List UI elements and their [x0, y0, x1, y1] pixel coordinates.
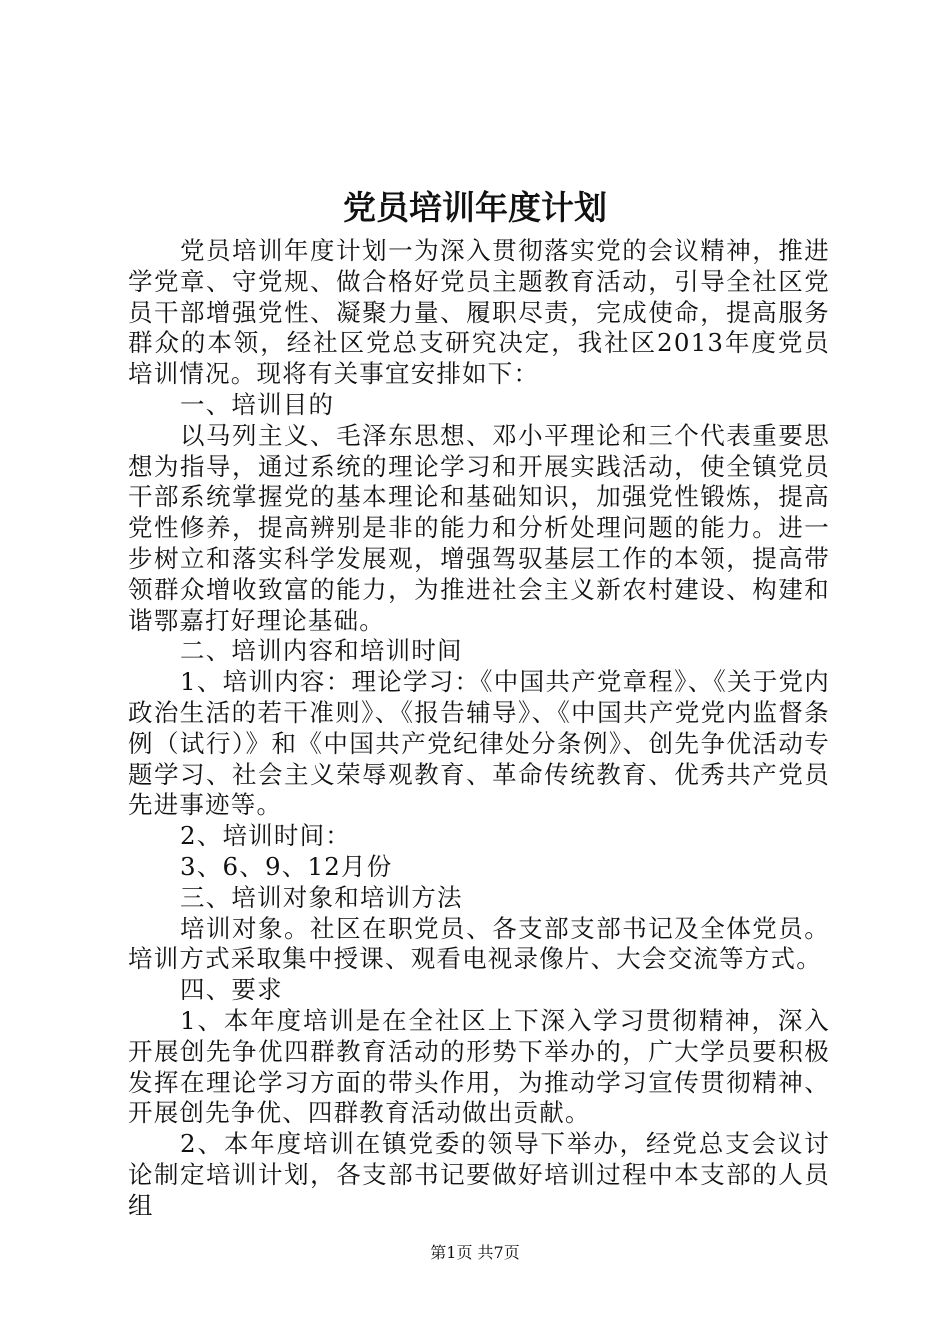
paragraph-requirement-2: 2、本年度培训在镇党委的领导下举办，经党总支会议讨论制定培训计划，各支部书记要做好培训过程中本支部的人员组 [128, 1129, 830, 1220]
paragraph-content: 1、培训内容：理论学习：《中国共产党章程》、《关于党内政治生活的若干准则》、《报告辅导》、《中国共产党党内监督条例（试行）》和《中国共产党纪律处分条例》、创先争优活动专题学习、社会主义荣辱观教育、革命传统教育、优秀共产党员先进事迹等。 [128, 667, 830, 820]
document-body [128, 236, 830, 1222]
section-heading-purpose: 一、培训目的 [180, 389, 335, 419]
section-heading-target-method: 三、培训对象和培训方法 [180, 882, 463, 912]
paragraph-intro: 党员培训年度计划一为深入贯彻落实党的会议精神，推进学党章、守党规、做合格好党员主题教育活动，引导全社区党员干部增强党性、凝聚力量、履职尽责，完成使命，提高服务群众的本领，经社区党总支研究决定，我社区2013年度党员培训情况。现将有关事宜安排如下： [128, 236, 830, 389]
section-heading-requirements: 四、要求 [180, 975, 283, 1005]
paragraph-target-method: 培训对象。社区在职党员、各支部支部书记及全体党员。培训方式采取集中授课、观看电视录像片、大会交流等方式。 [128, 913, 830, 974]
document-title: 党员培训年度计划 [343, 188, 607, 227]
paragraph-requirement-1: 1、本年度培训是在全社区上下深入学习贯彻精神，深入开展创先争优四群教育活动的形势下举办的，广大学员要积极发挥在理论学习方面的带头作用，为推动学习宣传贯彻精神、开展创先争优、四群教育活动做出贡献。 [128, 1005, 830, 1128]
paragraph-purpose: 以马列主义、毛泽东思想、邓小平理论和三个代表重要思想为指导，通过系统的理论学习和开展实践活动，使全镇党员干部系统掌握党的基本理论和基础知识，加强党性锻炼，提高党性修养，提高辨别是非的能力和分析处理问题的能力。进一步树立和落实科学发展观，增强驾驭基层工作的本领，提高带领群众增收致富的能力，为推进社会主义新农村建设、构建和谐鄂嘉打好理论基础。 [128, 420, 830, 635]
page-footer: 第1页 共7页 [430, 1243, 520, 1262]
paragraph-time-label: 2、培训时间： [180, 821, 351, 851]
paragraph-time-months: 3、6、9、12月份 [180, 851, 393, 881]
section-heading-content-time: 二、培训内容和培训时间 [180, 636, 463, 666]
